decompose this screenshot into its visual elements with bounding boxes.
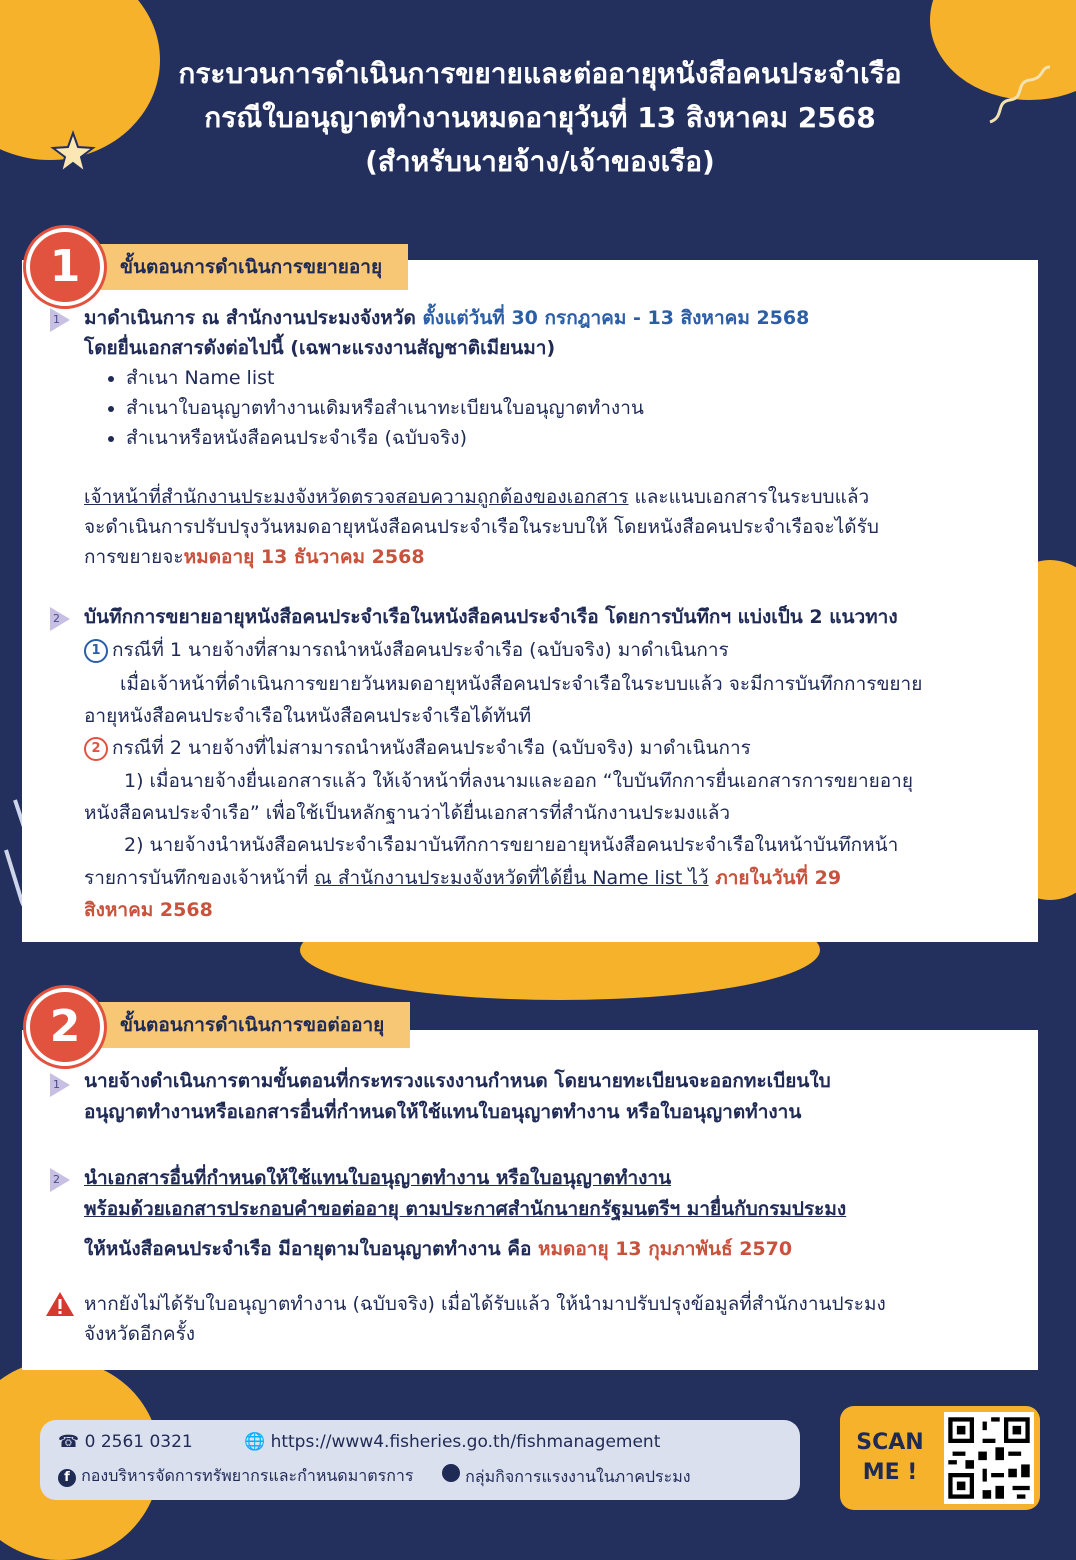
warning-line-2: จังหวัดอีกครั้ง — [84, 1323, 196, 1345]
case-1-number-icon: 1 — [84, 639, 108, 663]
case-2-b-location: ณ สำนักงานประมงจังหวัดที่ได้ยื่น Name list ไว้ — [314, 867, 709, 889]
phone-row — [58, 1432, 193, 1452]
document-list-item: • สำเนาหรือหนังสือคนประจำเรือ (ฉบับจริง) — [126, 423, 644, 453]
section-1-heading: ขั้นตอนการดำเนินการขยายอายุ — [80, 244, 408, 290]
section-1-para-line-3 — [84, 542, 425, 572]
scan-label-line-2: ME ! — [862, 1460, 918, 1485]
section-2-step-2-line-3 — [84, 1234, 792, 1264]
case-2-b-line-1: 2) นายจ้างนำหนังสือคนประจำเรือมาบันทึกการขยายอายุหนังสือคนประจำเรือในหน้าบันทึกหน้า — [124, 834, 899, 856]
section-2-step-2-line-2: พร้อมด้วยเอกสารประกอบคำขอต่ออายุ ตามประกาศสำนักนายกรัฐมนตรีฯ มายื่นกับกรมประมง — [84, 1198, 847, 1220]
step-number: 1 — [53, 313, 60, 326]
scan-me-label — [846, 1428, 934, 1488]
case-2-number-icon: 2 — [84, 737, 108, 761]
case-1-text: กรณีที่ 1 นายจ้างที่สามารถนำหนังสือคนประจำเรือ (ฉบับจริง) มาดำเนินการ — [112, 639, 729, 661]
facebook-icon: f — [58, 1469, 76, 1487]
case-2-text: กรณีที่ 2 นายจ้างที่ไม่สามารถนำหนังสือคนประจำเรือ (ฉบับจริง) มาดำเนินการ — [112, 737, 751, 759]
case-1-line-3: อายุหนังสือคนประจำเรือในหนังสือคนประจำเรือได้ทันที — [84, 705, 532, 727]
section-1-para-line-1 — [84, 482, 869, 512]
scan-me-box — [840, 1406, 1040, 1510]
section-2-step-1-line-2: อนุญาตทำงานหรือเอกสารอื่นที่กำหนดให้ใช้แทนใบอนุญาตทำงาน หรือใบอนุญาตทำงาน — [84, 1101, 802, 1123]
step-number: 1 — [53, 1078, 60, 1091]
expiry-date-2: หมดอายุ 13 กุมภาพันธ์ 2570 — [537, 1238, 793, 1260]
case-2-b-line-2 — [84, 863, 841, 893]
section-2-step-2-line-1: นำเอกสารอื่นที่กำหนดให้ใช้แทนใบอนุญาตทำงาน หรือใบอนุญาตทำงาน — [84, 1167, 672, 1189]
group-row[interactable] — [442, 1464, 691, 1490]
case-1-line-2: เมื่อเจ้าหน้าที่ดำเนินการขยายวันหมดอายุหนังสือคนประจำเรือในระบบแล้ว จะมีการบันทึกการขยาย — [120, 673, 923, 695]
case-2-b-lead: รายการบันทึกของเจ้าหน้าที่ — [84, 867, 315, 889]
case-2-b-deadline: ภายในวันที่ 29 — [708, 867, 842, 889]
section-2-step-1-line-1: นายจ้างดำเนินการตามขั้นตอนที่กระทรวงแรงงานกำหนด โดยนายทะเบียนจะออกทะเบียนใบ — [84, 1070, 831, 1092]
validity-lead: ให้หนังสือคนประจำเรือ มีอายุตามใบอนุญาตทำงาน คือ — [84, 1238, 538, 1260]
website-link[interactable]: https://www4.fisheries.go.th/fishmanagement — [270, 1432, 661, 1452]
group-name[interactable]: กลุ่มกิจการแรงงานในภาคประมง — [465, 1467, 691, 1486]
document-list — [102, 363, 644, 453]
extension-lead: การขยายจะ — [84, 546, 184, 568]
document-list-item: • สำเนาใบอนุญาตทำงานเดิมหรือสำเนาทะเบียนใบอนุญาตทำงาน — [126, 393, 644, 423]
step-number: 2 — [53, 1173, 60, 1186]
section-1-step-2-heading: บันทึกการขยายอายุหนังสือคนประจำเรือในหนังสือคนประจำเรือ โดยการบันทึกฯ แบ่งเป็น 2 แนวทาง — [84, 606, 898, 628]
page-title — [80, 52, 1000, 184]
attach-text: และแนบเอกสารในระบบแล้ว — [628, 486, 870, 508]
section-1-step-1-line2: โดยยื่นเอกสารดังต่อไปนี้ (เฉพาะแรงงานสัญชาติเมียนมา) — [84, 337, 556, 359]
case-2-b-deadline-month: สิงหาคม 2568 — [84, 899, 213, 921]
facebook-page-name[interactable]: กองบริหารจัดการทรัพยากรและกำหนดมาตรการ — [81, 1466, 414, 1485]
warning-icon — [44, 1290, 76, 1318]
step-1-date-range: ตั้งแต่วันที่ 30 กรกฎาคม - 13 สิงหาคม 2568 — [422, 307, 810, 329]
facebook-row[interactable] — [58, 1464, 413, 1489]
step-1-lead-text: มาดำเนินการ ณ สำนักงานประมงจังหวัด — [84, 307, 416, 329]
phone-number: 0 2561 0321 — [84, 1432, 193, 1452]
case-2-a-line-1: 1) เมื่อนายจ้างยื่นเอกสารแล้ว ให้เจ้าหน้าที่ลงนามและออก “ใบบันทึกการยื่นเอกสารการขยายอายุ — [124, 770, 913, 792]
globe-icon: 🌐 — [244, 1432, 266, 1452]
case-2-a-line-2: หนังสือคนประจำเรือ” เพื่อใช้เป็นหลักฐานว่าได้ยื่นเอกสารที่สำนักงานประมงแล้ว — [84, 802, 730, 824]
case-1-line — [84, 635, 729, 665]
contact-footer — [40, 1420, 800, 1500]
expiry-date-1: หมดอายุ 13 ธันวาคม 2568 — [183, 546, 425, 568]
phone-icon: ☎ — [58, 1432, 80, 1452]
section-1-step-1-lead — [84, 303, 809, 333]
case-2-line — [84, 733, 751, 763]
section-1-badge: 1 — [26, 228, 104, 306]
title-line-2: กรณีใบอนุญาตทำงานหมดอายุวันที่ 13 สิงหาคม 2568 — [204, 101, 876, 134]
document-list-item: • สำเนา Name list — [126, 363, 644, 393]
scan-label-line-1: SCAN — [856, 1430, 924, 1455]
section-2-heading: ขั้นตอนการดำเนินการขอต่ออายุ — [80, 1002, 410, 1048]
title-line-3: (สำหรับนายจ้าง/เจ้าของเรือ) — [365, 145, 715, 178]
website-row[interactable] — [244, 1432, 660, 1452]
warning-line-1: หากยังไม่ได้รับใบอนุญาตทำงาน (ฉบับจริง) เมื่อได้รับแล้ว ให้นำมาปรับปรุงข้อมูลที่สำนักงานประมง — [84, 1293, 886, 1315]
group-icon — [442, 1464, 460, 1482]
officer-check-text: เจ้าหน้าที่สำนักงานประมงจังหวัดตรวจสอบความถูกต้องของเอกสาร — [84, 486, 629, 508]
qr-code-icon[interactable] — [944, 1412, 1034, 1504]
step-number: 2 — [53, 612, 60, 625]
title-line-1: กระบวนการดำเนินการขยายและต่ออายุหนังสือคนประจำเรือ — [178, 57, 902, 90]
section-1-para-line-2: จะดำเนินการปรับปรุงวันหมดอายุหนังสือคนประจำเรือในระบบให้ โดยหนังสือคนประจำเรือจะได้รับ — [84, 516, 879, 538]
section-2-badge: 2 — [26, 988, 104, 1066]
